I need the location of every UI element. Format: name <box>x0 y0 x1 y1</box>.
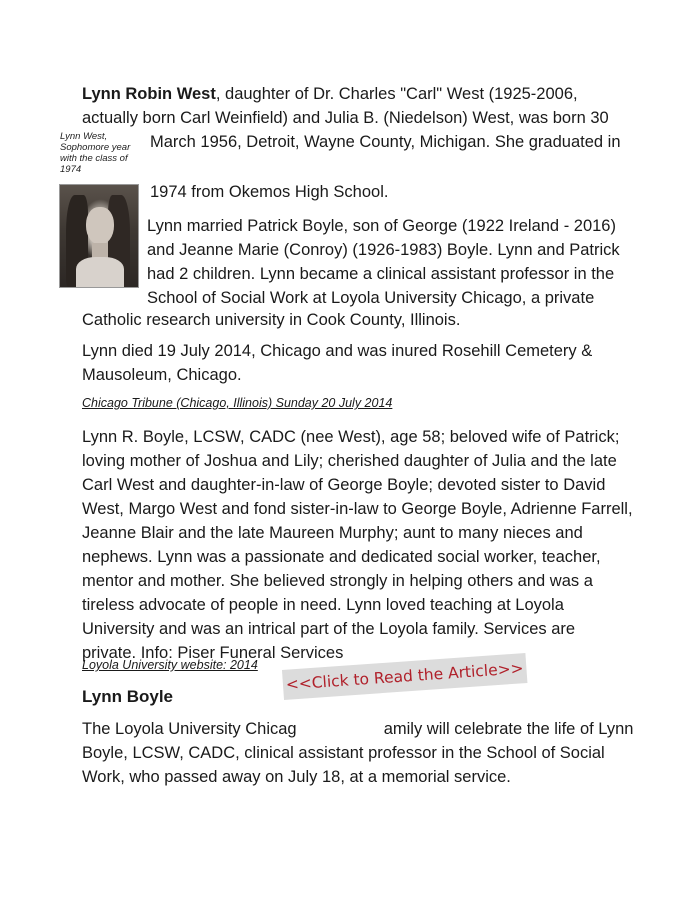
obituary-line: Lynn R. Boyle, LCSW, CADC (nee West), age 58; beloved wife of Patrick; <box>82 428 620 446</box>
person-name: Lynn Robin West <box>82 85 216 103</box>
marriage-line-1: Lynn married Patrick Boyle, son of George (1922 Ireland - 2016) <box>147 217 616 235</box>
read-article-banner-link[interactable]: <<Click to Read the Article>> <box>282 653 527 700</box>
intro-line-2: actually born Carl Weinfield) and Julia B. (Niedelson) West, was born 30 <box>82 109 609 127</box>
photo-caption: Lynn West, Sophomore year with the class of 1974 <box>60 131 131 175</box>
intro-line-1: Lynn Robin West, daughter of Dr. Charles "Carl" West (1925-2006, <box>82 85 578 103</box>
intro-line-4: 1974 from Okemos High School. <box>150 183 389 201</box>
obituary-line: tireless advocate of people in need. Lynn loved teaching at Loyola <box>82 596 564 614</box>
article-line-3: Work, who passed away on July 18, at a memorial service. <box>82 768 511 786</box>
article-heading: Lynn Boyle <box>82 687 173 706</box>
article-line-1: The Loyola University Chicag amily will celebrate the life of Lynn <box>82 720 634 738</box>
obituary-line: Jeanne Blair and the late Maureen Murphy; aunt to many nieces and <box>82 524 583 542</box>
obituary-line: private. Info: Piser Funeral Services <box>82 644 344 662</box>
obituary-line: nephews. Lynn was a passionate and dedicated social worker, teacher, <box>82 548 601 566</box>
obituary-line: West, Margo West and fond sister-in-law to George Boyle, Adrienne Farrell, <box>82 500 633 518</box>
marriage-line-2: and Jeanne Marie (Conroy) (1926-1983) Boyle. Lynn and Patrick <box>147 241 620 259</box>
obituary-line: University and was an intrical part of the Loyola family. Services are <box>82 620 576 638</box>
obituary-line: Carl West and daughter-in-law of George Boyle; devoted sister to David <box>82 476 606 494</box>
intro-line-3: March 1956, Detroit, Wayne County, Michigan. She graduated in <box>150 133 621 151</box>
marriage-line-5: Catholic research university in Cook County, Illinois. <box>82 311 461 329</box>
source-loyola-website[interactable]: Loyola University website: 2014 <box>82 658 258 672</box>
yearbook-photo <box>59 184 139 288</box>
death-line-1: Lynn died 19 July 2014, Chicago and was inured Rosehill Cemetery & <box>82 342 593 360</box>
article-line-2: Boyle, LCSW, CADC, clinical assistant professor in the School of Social <box>82 744 605 762</box>
obituary-line: loving mother of Joshua and Lily; cherished daughter of Julia and the late <box>82 452 617 470</box>
marriage-line-4: School of Social Work at Loyola University Chicago, a private <box>147 289 595 307</box>
obituary-line: mentor and mother. She believed strongly in helping others and was a <box>82 572 593 590</box>
death-line-2: Mausoleum, Chicago. <box>82 366 242 384</box>
marriage-line-3: had 2 children. Lynn became a clinical assistant professor in the <box>147 265 615 283</box>
source-chicago-tribune[interactable]: Chicago Tribune (Chicago, Illinois) Sunday 20 July 2014 <box>82 396 393 410</box>
